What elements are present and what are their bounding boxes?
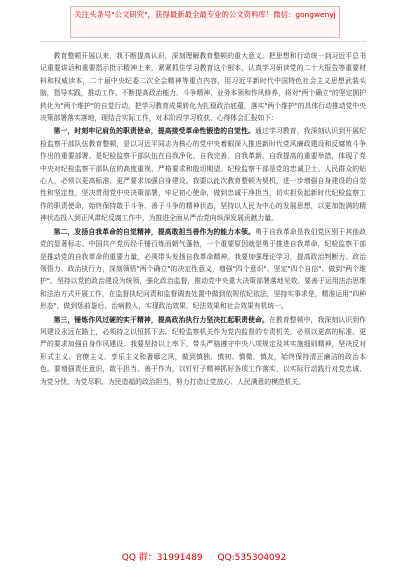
promo-banner-box: [70, 6, 340, 38]
paragraph-3: [40, 314, 366, 388]
paragraph-1-text: 通过学习教育，我深刻认识到开展纪检监察干部队伍教育整顿，是以习近平同志为核心的党中央着眼深入推进新时代党风廉政建设和反腐败斗争作出的重要部署。是纪检监察干部队伍在自我净化、自我完善、自我革新、自我提高的重要举措，体现了党中央对纪检监察干部队伍的高度重视、严格要求和殷切期望。纪检监察干部是党的忠诚卫士、人民群众的贴心人，必须以更高标准、更严要求加强自身建设。我要以此次教育整顿为契机，进一步增强自身建设的自觉性和坚定性，坚决贯彻党中央决策部署，牢记初心使命，做到忠诚干净担当，切实担负起新时代纪检监察工作的职责使命，始终保持敢于斗争、善于斗争的精神状态，坚持以人民为中心的发展思想，以更加饱满的精神状态投入到正风肃纪反腐工作中，为推进全面从严治党向纵深发展贡献力量。: [40, 127, 366, 223]
qq-group-contact: QQ 群：31991489: [121, 553, 203, 563]
paragraph-intro-text: 教育整顿开展以来，我不断提高认识，深刻理解教育整顿的重大意义。把思想和行动统一到习近平总书记重要讲话和重要指示批示精神上来，紧紧抓住学习教育这个根本，认真学习研读党的二十大报告等重要材料和权威读本，二十届中央纪委二次全会精神等重点内容，用习近平新时代中国特色社会主义思想武装头脑，指导实践，推动工作。不断提高政治能力、斗争精神、业务本领和作风修养，将对"两个确立"的坚定拥护转化为"两个维护"的自觉行动，把学习教育成果转化为扎稳政治底蕴，落实"两个维护"的具体行动推动党中央决策部署落实落地，现结合实际工作，对本阶段学习收获、心得体会汇报如下：: [40, 52, 366, 123]
paragraph-intro: [40, 50, 366, 124]
document-body: [40, 50, 366, 540]
paragraph-3-heading: 第三，锤炼作风过硬的实干精神，提高政治执行力坚决扛起职责使命。: [53, 315, 269, 324]
paragraph-2-text: 勇于自我革命是我们党区别于其他政党的显著标志。中国共产党历经千锤百炼而朝气蓬勃，一个重要原因就是勇于推进自我革命，纪检监察干部是推动党的自我革命的重要力量，必须带头发扬自我革命精神。我要加强理论学习，提高政治判断力、政治领悟力、政治执行力，深刻领悟"两个确立"的决定性意义，增强"四个意识"、坚定"四个自信"、做到"两个维护"。坚持以党的政治建设为统领，强化政治监督，推动党中央重大决策部署落地见效。要善于运用法治思维和法治方式开展工作，在监督执纪问责和监督调查处置中做到依规依纪依法，坚持实事求是，精准运用"四种形态"，做到惩前毖后、治病救人，实现政治效果、纪法效果和社会效果有机统一。: [40, 227, 366, 311]
contact-footer: [0, 548, 408, 568]
paragraph-1-heading: 第一，时刻牢记肩负的职责使命，提高接受革命性锻造的自觉性。: [53, 127, 256, 136]
promo-banner-text: 关注头条号"公文研究"，获得最新最全最专业的公文资料库！微信：gongwenyj: [74, 10, 336, 19]
paragraph-1: [40, 125, 366, 224]
promo-banner: [0, 0, 408, 42]
paragraph-2: [40, 226, 366, 313]
paragraph-2-heading: 第二，发扬自我革命的自觉精神，提高敢担当善作为的能力本领。: [53, 227, 256, 236]
qq-contact: QQ:535304092: [217, 553, 287, 563]
paragraph-3-text: 在教育整顿中，我深刻认识到作风建设永远在路上，必须持之以恒抓下去。纪检监察机关作为党内监督的专责机关，必须以更高的标准、更严的要求加强自身作风建设。我要坚持以上率下，带头严格遵守中央八项规定及其实施细则精神，坚决反对形式主义、官僚主义、享乐主义和奢靡之风，做到慎独、慎初、慎微、慎友，始终保持清正廉洁的政治本色。要增强责任意识，敢于担当、善于作为，以钉钉子精神抓好各项工作落实，以实际行动践行对党忠诚、为党分忧、为党尽职、为民造福的政治担当，努力打造让党放心、人民满意的模范机关。: [40, 315, 366, 386]
banner-divider: [40, 41, 366, 42]
